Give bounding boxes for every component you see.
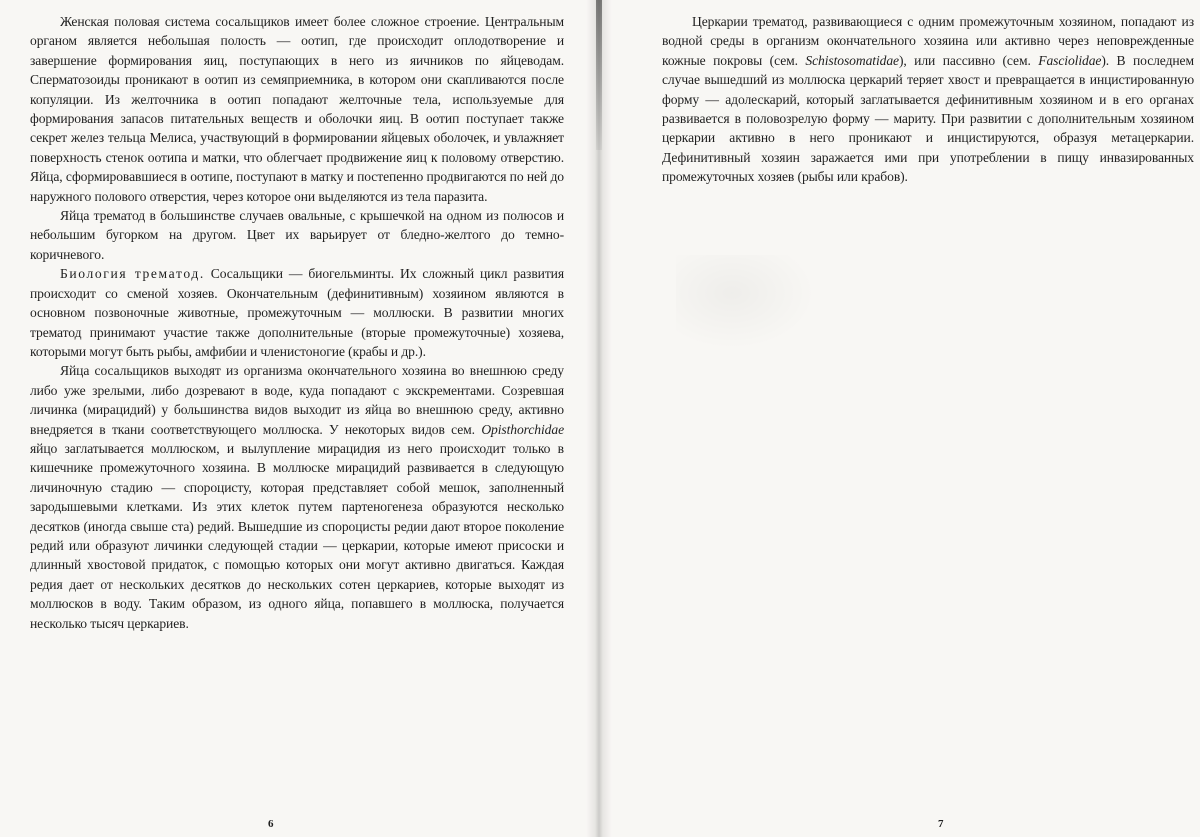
cercariae-text-3: ). В последнем случае вышедший из моллюска церкарий теряет хвост и превращается в инцистированную форму — адолескарий, который заглатывается дефинитивным хозяином и в его органах развивается в половозрелую форму — мариту. При развитии с дополнительным хозяином церкарии активно в него проникают и инцистируются, образуя метацеркарии. Дефинитивный хозяин заражается ими при употреблении в пищу инвазированных промежуточных хозяев (рыбы или крабов).	[662, 52, 1194, 185]
gutter-shadow	[596, 0, 602, 150]
page-number-left: 6	[268, 818, 274, 830]
cercariae-text-2: ), или пассивно (сем.	[898, 52, 1039, 68]
taxon-fasciolidae: Fasciolidae	[1038, 52, 1102, 68]
left-page	[30, 12, 564, 633]
paragraph-cercariae	[662, 12, 1194, 187]
scan-smudge	[676, 255, 816, 350]
paragraph-female-system: Женская половая система сосальщиков имеет более сложное строение. Центральным органом является небольшая полость — оотип, где происходит оплодотворение и завершение формирования яиц, поступающих в него из яичников по яйцеводам. Сперматозоиды проникают в оотип из семяприемника, в котором они скапливаются после копуляции. Из желточника в оотип попадают желточные тела, используемые для формирования запасов питательных веществ и оболочки яиц. В оотип поступает также секрет желез тельца Мелиса, участвующий в формировании яйцевых оболочек, и увлажняет поверхность стенок оотипа и матки, что облегчает продвижение яиц к половому отверстию. Яйца, сформировавшиеся в оотипе, поступают в матку и постепенно продвигаются по ней до наружного полового отверстия, через которое они выделяются из тела паразита.	[30, 14, 564, 204]
right-page	[662, 12, 1194, 187]
page-number-right: 7	[938, 818, 944, 830]
paragraph-life-cycle	[30, 361, 564, 633]
paragraph-biology	[30, 264, 564, 361]
paragraph-eggs: Яйца трематод в большинстве случаев овальные, с крышечкой на одном из полюсов и небольшим бугорком на другом. Цвет их варьирует от бледно-желтого до темно-коричневого.	[30, 208, 564, 262]
life-cycle-text-1: Яйца сосальщиков выходят из организма окончательного хозяина во внешнюю среду либо уже зрелыми, либо дозревают в воде, куда попадают с экскрементами. Созревшая личинка (мирацидий) у большинства видов выходит из яйца во внешнюю среду, активно внедряется в ткани соответствующего моллюска. У некоторых видов сем.	[30, 363, 564, 437]
taxon-schistosomatidae: Schistosomatidae	[805, 52, 899, 68]
biology-heading: Биология трематод.	[60, 266, 205, 282]
cercariae-text-1: Церкарии трематод, развивающиеся с одним промежуточным хозяином, попадают из водной среды в организм окончательного хозяина или активно через неповрежденные кожные покровы (сем.	[662, 14, 1194, 68]
life-cycle-text-2: яйцо заглатывается моллюском, и вылупление мирацидия из него происходит только в кишечнике промежуточного хозяина. В моллюске мирацидий развивается в следующую личиночную стадию — спороцисту, которая представляет собой мешок, заполненный зародышевыми клетками. Из этих клеток путем партеногенеза образуются несколько десятков (иногда свыше ста) редий. Вышедшие из спороцисты редии дают второе поколение редий или образуют личинки следующей стадии — церкарии, которые имеют присоски и длинный хвостовой придаток, с помощью которых они могут активно двигаться. Каждая редия дает от нескольких десятков до нескольких сотен церкариев, которые выходят из моллюсков в воду. Таким образом, из одного яйца, попавшего в моллюска, получается несколько тысяч церкариев.	[30, 440, 564, 631]
biology-text: Сосальщики — биогельминты. Их сложный цикл развития происходит со сменой хозяев. Окончательным (дефинитивным) хозяином являются в основном позвоночные животные, промежуточным — моллюски. В развитии многих трематод принимают участие также дополнительные (вторые промежуточные) хозяева, которыми могут быть рыбы, амфибии и членистоногие (крабы и др.).	[30, 266, 564, 359]
taxon-opisthorchidae: Opisthorchidae	[481, 421, 564, 437]
